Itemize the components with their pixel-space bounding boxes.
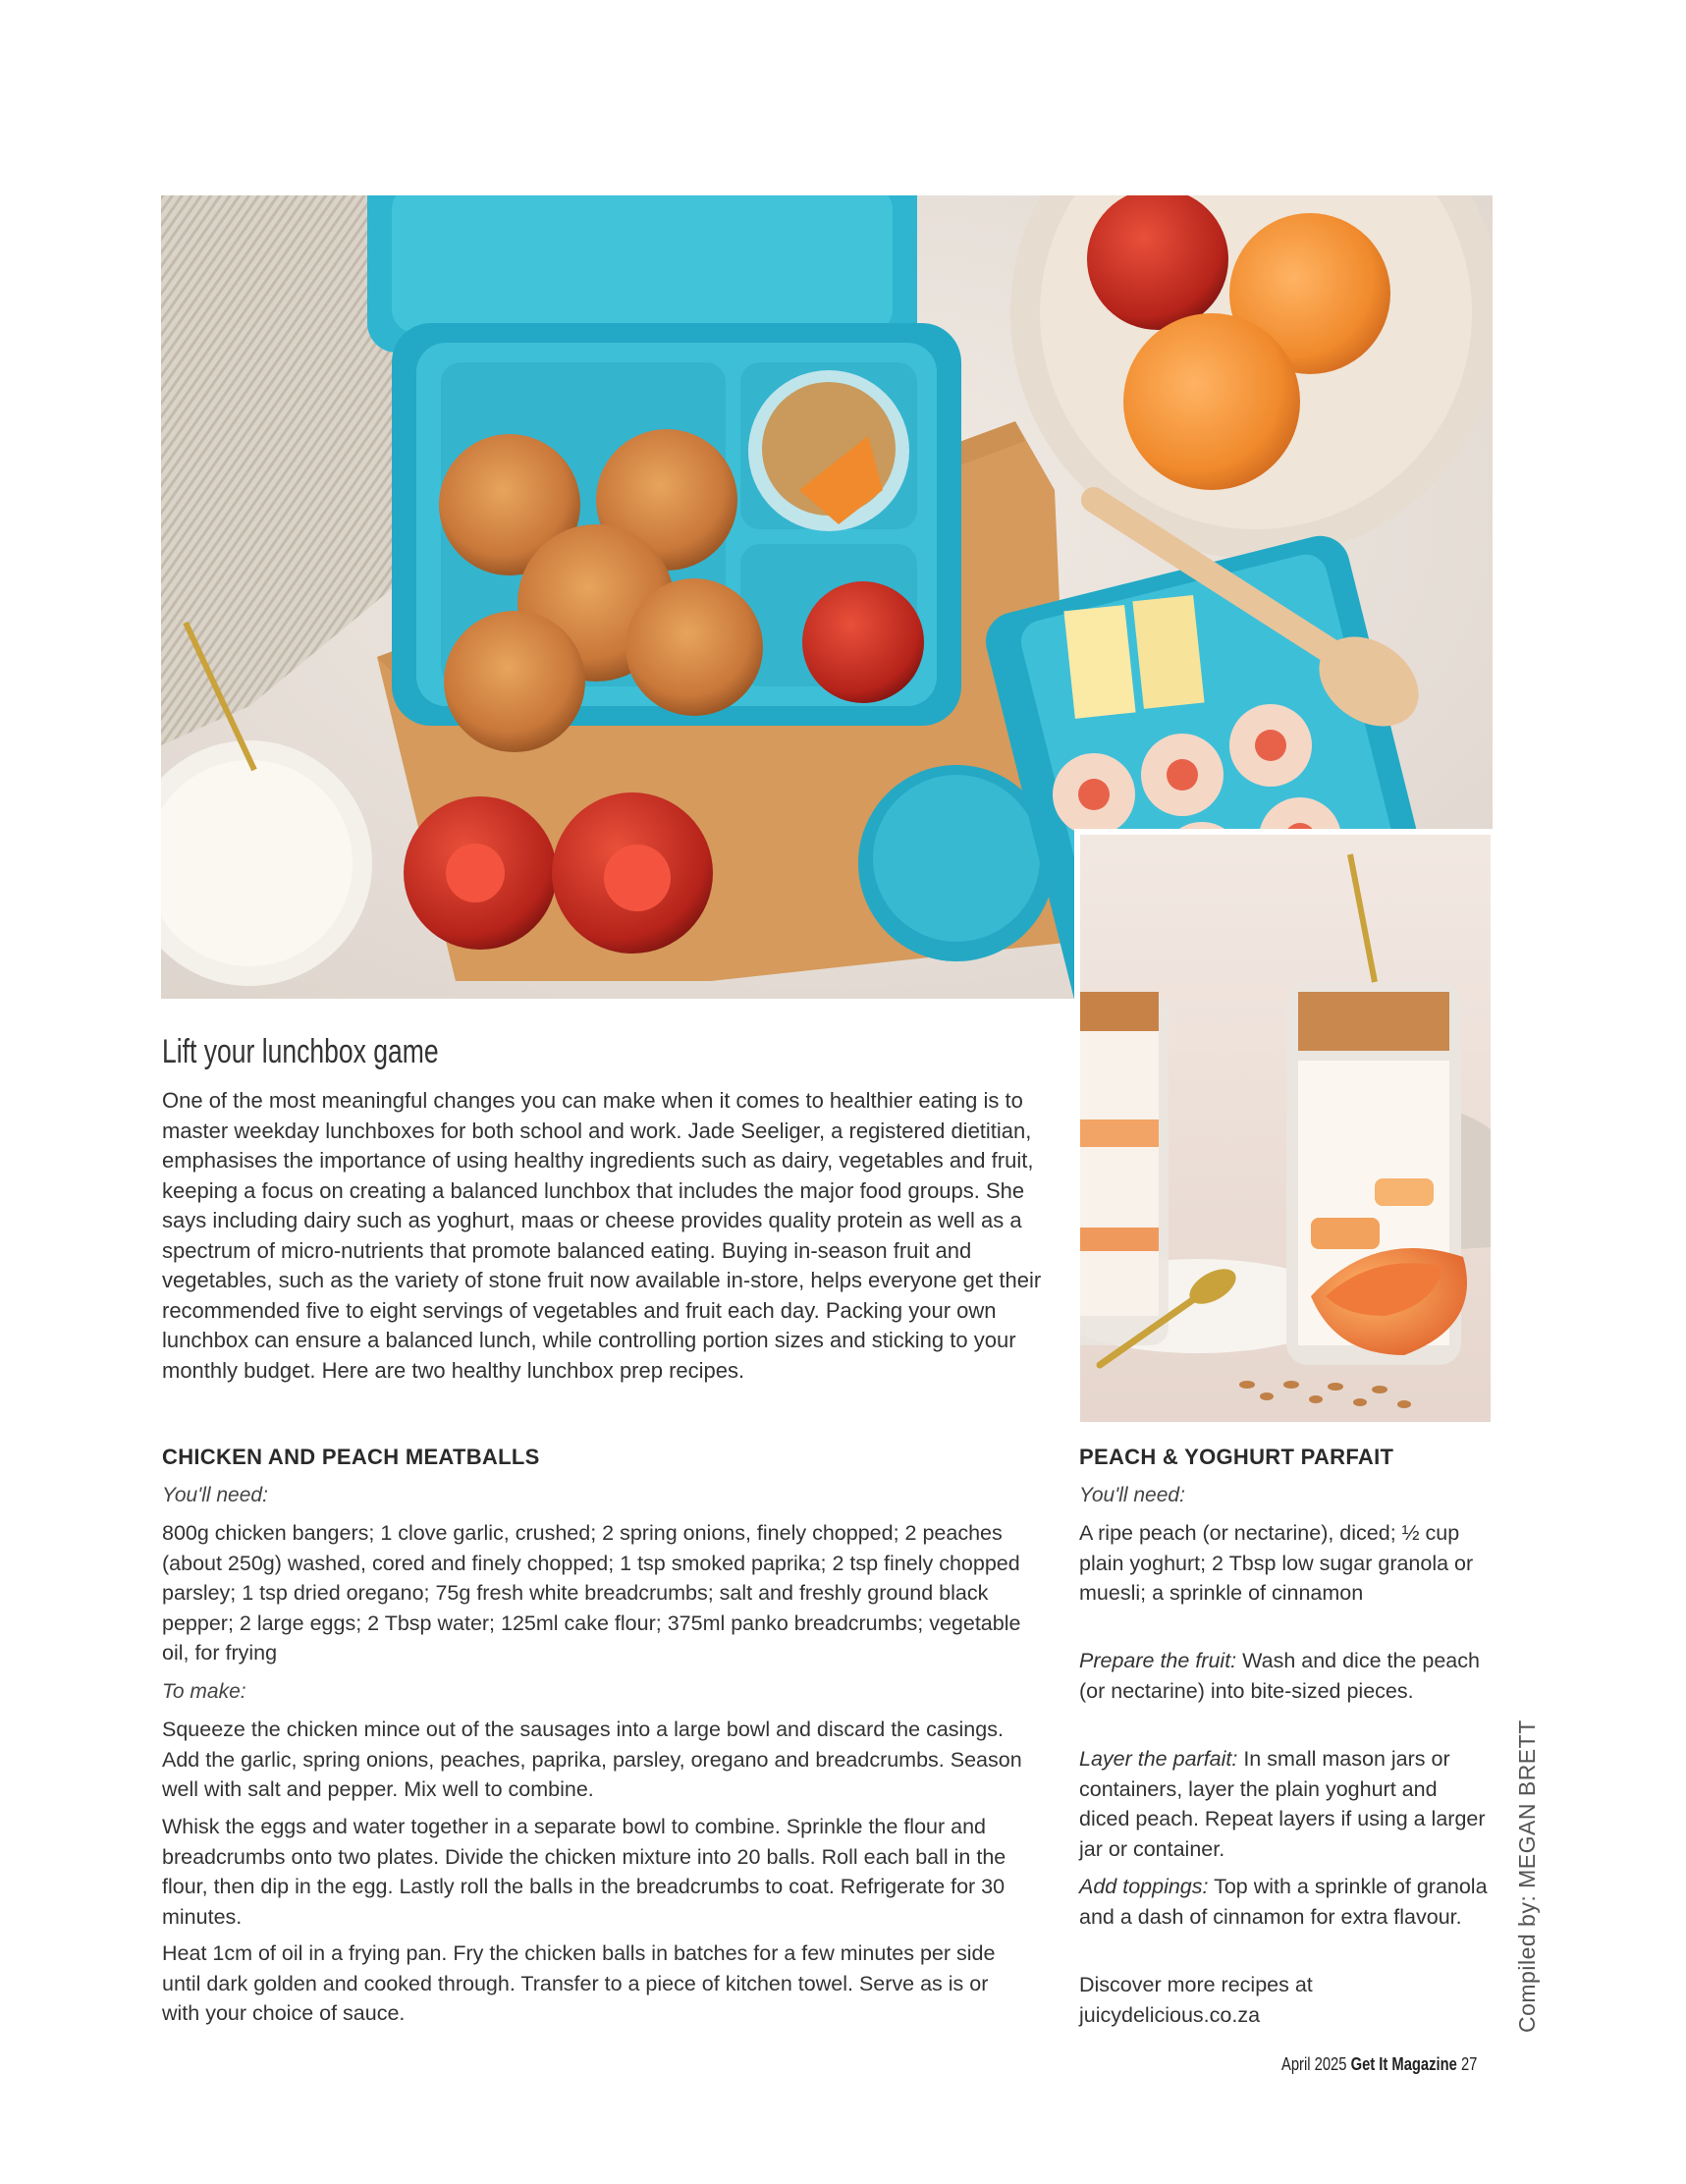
meatballs-recipe-heading: CHICKEN AND PEACH MEATBALLS (162, 1445, 540, 1469)
parfait-step (1079, 1646, 1492, 1706)
page-folio (1281, 2054, 1477, 2075)
meatballs-method-label: To make: (162, 1680, 246, 1703)
parfait-step (1079, 1872, 1492, 1932)
parfait-step-lead: Prepare the fruit: (1079, 1649, 1237, 1672)
meatballs-ingredients-label: You'll need: (162, 1484, 268, 1506)
parfait-step-lead: Add toppings: (1079, 1875, 1209, 1898)
article-title: Lift your lunchbox game (162, 1033, 439, 1070)
meatballs-step: Heat 1cm of oil in a frying pan. Fry the chicken balls in batches for a few minutes per side until dark golden and cooked through. Transfer to a piece of kitchen towel. Serve as is or with your choice of sauce. (162, 1941, 996, 2025)
folio-page-number: 27 (1460, 2054, 1478, 2074)
parfait-step-text: Wash and dice the peach (or nectarine) into bite-sized pieces. (1079, 1649, 1480, 1703)
parfait-recipe-heading: PEACH & YOGHURT PARFAIT (1079, 1445, 1394, 1469)
meatballs-ingredients: 800g chicken bangers; 1 clove garlic, crushed; 2 spring onions, finely chopped; 2 peaches (about 250g) washed, cored and finely chopped; 1 tsp smoked paprika; 2 tsp finely chopped parsley; 1 tsp dried oregano; 75g fresh white breadcrumbs; salt and freshly ground black pepper; 2 large eggs; 2 Tbsp water; 125ml cake flour; 375ml panko breadcrumbs; vegetable oil, for frying (162, 1521, 1021, 1665)
parfait-step-lead: Layer the parfait: (1079, 1747, 1238, 1771)
more-recipes-note: Discover more recipes at juicydelicious.co.za (1079, 1973, 1313, 2027)
parfait-ingredients: A ripe peach (or nectarine), diced; ½ cup plain yoghurt; 2 Tbsp low sugar granola or muesli; a sprinkle of cinnamon (1079, 1521, 1474, 1605)
meatballs-step: Squeeze the chicken mince out of the sausages into a large bowl and discard the casings. Add the garlic, spring onions, peaches, paprika, parsley, oregano and breadcrumbs. Season well with salt and pepper. Mix well to combine. (162, 1718, 1022, 1801)
parfait-ingredients-label: You'll need: (1079, 1484, 1185, 1506)
meatballs-step: Whisk the eggs and water together in a separate bowl to combine. Sprinkle the flour and breadcrumbs onto two plates. Divide the chicken mixture into 20 balls. Roll each ball in the flour, then dip in the egg. Lastly roll the balls in the breadcrumbs to coat. Refrigerate for 30 minutes. (162, 1815, 1006, 1929)
folio-magazine: Get It Magazine (1350, 2054, 1457, 2074)
compiled-by-credit: Compiled by: MEGAN BRETT (1514, 1720, 1540, 2033)
folio-date: April 2025 (1281, 2054, 1347, 2074)
intro-paragraph: One of the most meaningful changes you can make when it comes to healthier eating is to master weekday lunchboxes for both school and work. Jade Seeliger, a registered dietitian, emphasises the importance of using healthy ingredients such as dairy, vegetables and fruit, keeping a focus on creating a balanced lunchbox that includes the major food groups. She says including dairy such as yoghurt, maas or cheese provides quality protein as well as a spectrum of micro-nutrients that promote balanced eating. Buying in-season fruit and vegetables, such as the variety of stone fruit now available in-store, helps everyone get their recommended five to eight servings of vegetables and fruit each day. Packing your own lunchbox can ensure a balanced lunch, while controlling portion sizes and sticking to your monthly budget. Here are two healthy lunchbox prep recipes. (162, 1088, 1042, 1383)
parfait-photo (1074, 829, 1496, 1428)
parfait-step-text: In small mason jars or containers, layer the plain yoghurt and diced peach. Repeat layers if using a larger jar or container. (1079, 1747, 1486, 1861)
parfait-step (1079, 1744, 1492, 1864)
parfait-step-text: Top with a sprinkle of granola and a dash of cinnamon for extra flavour. (1079, 1875, 1488, 1929)
